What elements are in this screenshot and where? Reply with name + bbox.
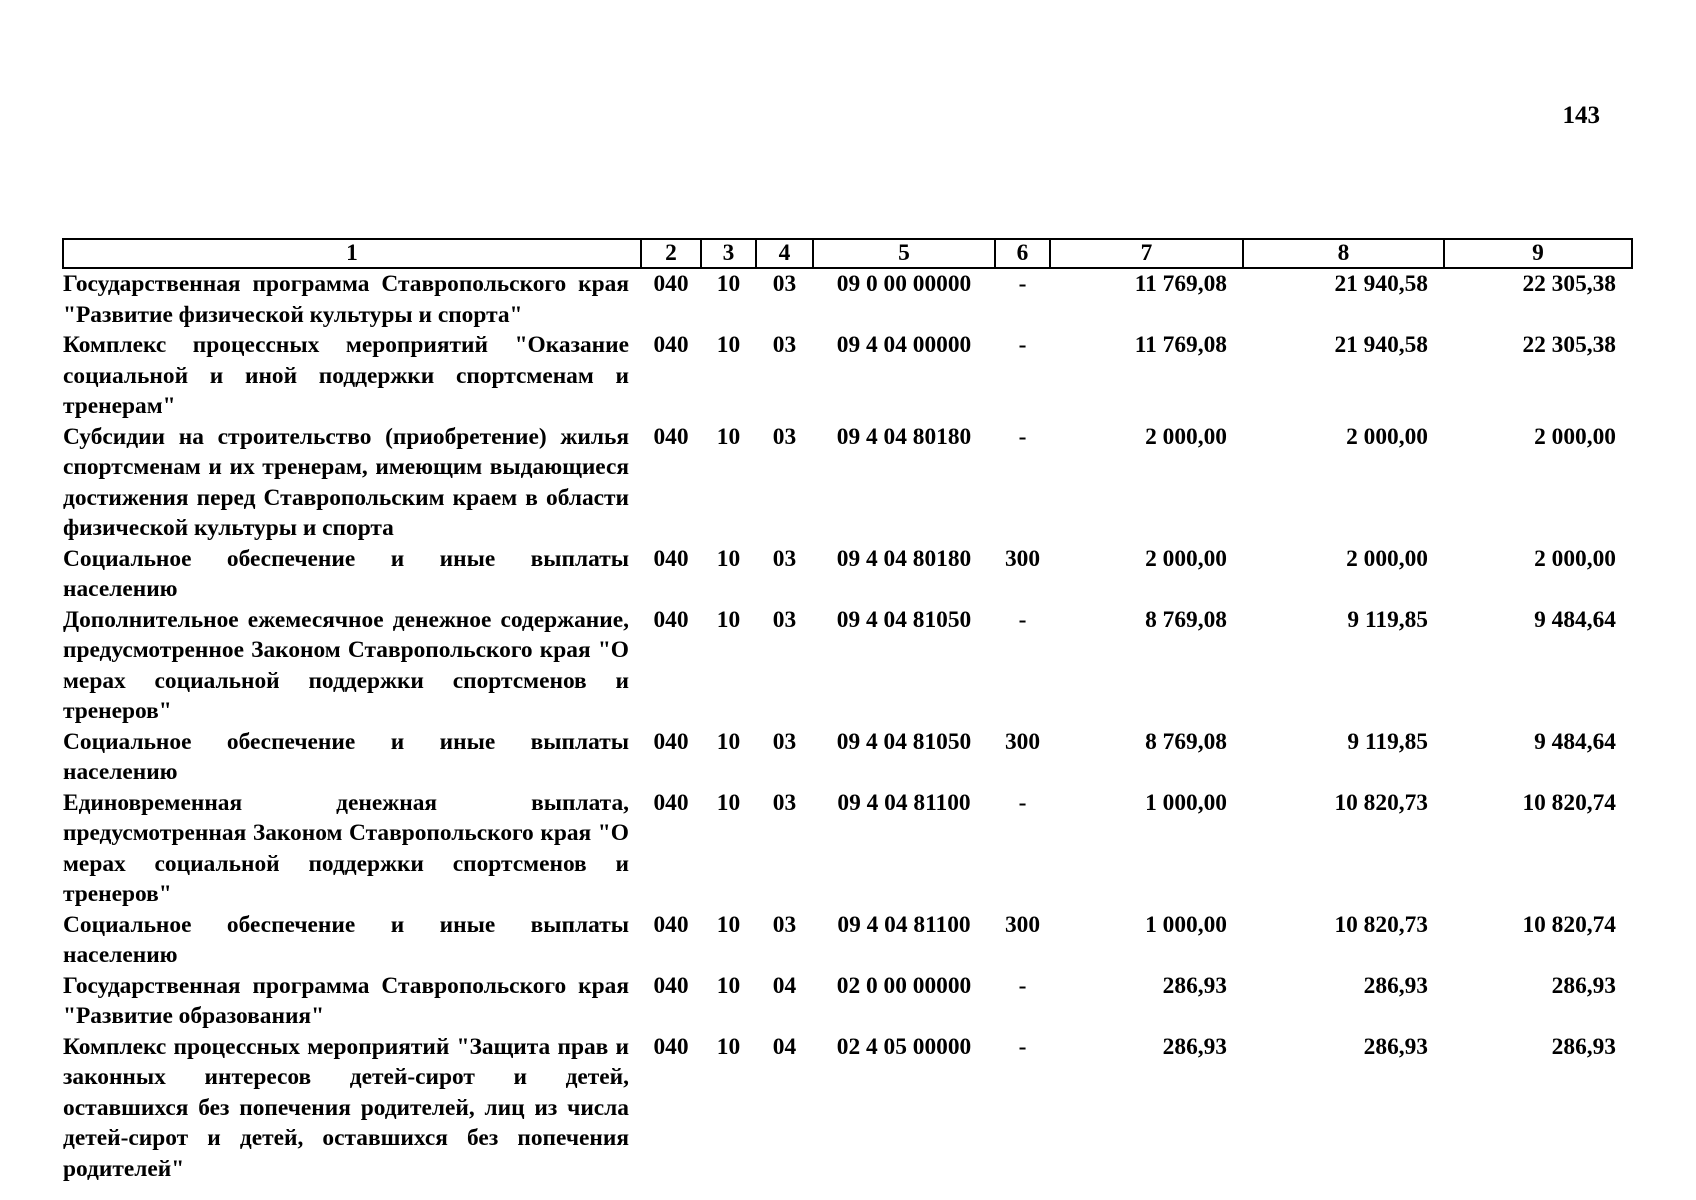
row-rz-cell: 10 (716, 332, 741, 358)
row-value-col7: 2 000,00 (1145, 545, 1227, 572)
row-value-col7: 8 769,08 (1145, 606, 1227, 633)
row-vr-cell: - (1018, 423, 1027, 450)
row-pr-cell: 03 (772, 911, 797, 938)
table-body (63, 268, 1632, 1184)
table-row (63, 788, 1632, 910)
table-row (63, 422, 1632, 544)
row-csr-cell: 09 4 04 81100 (837, 911, 971, 938)
header-row (63, 239, 1632, 268)
table-row (63, 330, 1632, 422)
row-value-col9: 286,93 (1551, 1033, 1616, 1060)
row-name-cell: Социальное обеспечение и иные выплаты населению (63, 545, 629, 602)
row-name-cell: Государственная программа Ставропольского края "Развитие физической культуры и спорта" (63, 271, 629, 328)
row-name-cell: Единовременная денежная выплата, предусмотренная Законом Ставропольского края "О мерах социальной поддержки спортсменов и тренеров" (63, 789, 629, 907)
row-value-col7: 11 769,08 (1134, 332, 1227, 358)
table-row (63, 605, 1632, 727)
row-pr-cell: 04 (772, 1033, 797, 1060)
row-rz-cell: 10 (716, 972, 741, 999)
row-csr-cell: 09 4 04 81050 (836, 728, 972, 755)
row-vr-cell: 300 (1004, 728, 1041, 755)
row-value-col9: 22 305,38 (1522, 271, 1616, 297)
row-value-col7: 11 769,08 (1134, 271, 1227, 297)
row-value-col9: 22 305,38 (1522, 332, 1616, 358)
row-value-col8: 2 000,00 (1346, 423, 1428, 450)
table-row (63, 1032, 1632, 1185)
row-name-cell: Дополнительное ежемесячное денежное содержание, предусмотренное Законом Ставропольского края "О мерах социальной поддержки спортсменов и тренеров" (63, 606, 629, 724)
row-rz-cell: 10 (716, 271, 741, 297)
table-row (63, 910, 1632, 971)
row-csr-cell: 09 4 04 80180 (836, 545, 972, 572)
column-header-6: 6 (995, 239, 1050, 268)
row-csr-cell: 02 0 00 00000 (836, 972, 972, 999)
column-header-7: 7 (1050, 239, 1243, 268)
row-csr-cell: 09 4 04 80180 (836, 423, 972, 450)
row-value-col7: 286,93 (1162, 972, 1227, 999)
row-gr-cell: 040 (653, 606, 689, 633)
row-gr-cell: 040 (653, 911, 689, 938)
row-value-col9: 2 000,00 (1534, 545, 1616, 572)
row-gr-cell: 040 (653, 271, 689, 297)
row-value-col8: 286,93 (1363, 1033, 1428, 1060)
column-header-5: 5 (813, 239, 995, 268)
row-value-col9: 2 000,00 (1534, 423, 1616, 450)
row-value-col8: 10 820,73 (1334, 789, 1428, 816)
row-value-col8: 9 119,85 (1347, 606, 1428, 633)
row-value-col9: 10 820,74 (1522, 911, 1616, 938)
row-pr-cell: 03 (772, 789, 797, 816)
row-value-col9: 286,93 (1551, 972, 1616, 999)
row-name-cell: Государственная программа Ставропольского края "Развитие образования" (63, 972, 629, 1029)
row-name-cell: Социальное обеспечение и иные выплаты населению (63, 728, 629, 785)
row-gr-cell: 040 (653, 545, 689, 572)
row-value-col7: 1 000,00 (1145, 789, 1227, 816)
table-header (63, 239, 1632, 268)
row-vr-cell: - (1018, 1033, 1027, 1060)
row-vr-cell: 300 (1004, 545, 1041, 572)
row-name-cell: Социальное обеспечение и иные выплаты населению (63, 911, 629, 968)
row-value-col7: 8 769,08 (1145, 728, 1227, 755)
row-pr-cell: 03 (772, 423, 797, 450)
row-value-col9: 9 484,64 (1534, 606, 1616, 633)
row-rz-cell: 10 (716, 1033, 741, 1060)
row-pr-cell: 03 (772, 271, 797, 297)
table-row (63, 544, 1632, 605)
row-pr-cell: 04 (772, 972, 797, 999)
row-rz-cell: 10 (716, 423, 741, 450)
row-value-col8: 9 119,85 (1347, 728, 1428, 755)
row-value-col7: 286,93 (1162, 1033, 1227, 1060)
row-pr-cell: 03 (772, 545, 797, 572)
row-name-cell: Комплекс процессных мероприятий "Защита прав и законных интересов детей-сирот и детей, оставшихся без попечения родителей, лиц из числа детей-сирот и детей, оставшихся без попечения родителей" (63, 1033, 629, 1182)
row-rz-cell: 10 (716, 789, 741, 816)
column-header-1: 1 (63, 239, 641, 268)
column-header-8: 8 (1243, 239, 1444, 268)
row-vr-cell: - (1018, 606, 1027, 633)
row-vr-cell: - (1018, 972, 1027, 999)
row-pr-cell: 03 (772, 606, 797, 633)
row-csr-cell: 09 0 00 00000 (836, 271, 972, 297)
row-rz-cell: 10 (716, 545, 741, 572)
row-value-col8: 286,93 (1363, 972, 1428, 999)
column-header-2: 2 (641, 239, 701, 268)
row-csr-cell: 09 4 04 00000 (836, 332, 972, 358)
table-row (63, 268, 1632, 330)
row-csr-cell: 02 4 05 00000 (836, 1033, 972, 1060)
row-value-col7: 1 000,00 (1145, 911, 1227, 938)
row-gr-cell: 040 (653, 423, 689, 450)
column-header-3: 3 (701, 239, 756, 268)
row-name-cell: Комплекс процессных мероприятий "Оказание социальной и иной поддержки спортсменам и тренерам" (63, 332, 629, 419)
row-name-cell: Субсидии на строительство (приобретение) жилья спортсменам и их тренерам, имеющим выдающиеся достижения перед Ставропольским краем в области физической культуры и спорта (63, 423, 629, 541)
table-row (63, 971, 1632, 1032)
row-vr-cell: - (1018, 271, 1027, 297)
row-gr-cell: 040 (653, 972, 689, 999)
row-vr-cell: - (1018, 332, 1027, 358)
page-number: 143 (1562, 102, 1600, 129)
row-rz-cell: 10 (716, 911, 741, 938)
row-value-col7: 2 000,00 (1145, 423, 1227, 450)
row-gr-cell: 040 (653, 1033, 689, 1060)
row-gr-cell: 040 (653, 789, 689, 816)
row-gr-cell: 040 (653, 332, 689, 358)
row-value-col8: 2 000,00 (1346, 545, 1428, 572)
row-rz-cell: 10 (716, 606, 741, 633)
column-header-4: 4 (756, 239, 813, 268)
row-pr-cell: 03 (772, 728, 797, 755)
row-value-col9: 9 484,64 (1534, 728, 1616, 755)
row-csr-cell: 09 4 04 81100 (837, 789, 971, 816)
table-row (63, 727, 1632, 788)
row-value-col8: 21 940,58 (1334, 271, 1428, 297)
column-header-9: 9 (1444, 239, 1632, 268)
row-vr-cell: - (1018, 789, 1027, 816)
row-pr-cell: 03 (772, 332, 797, 358)
row-vr-cell: 300 (1004, 911, 1041, 938)
row-gr-cell: 040 (653, 728, 689, 755)
row-value-col8: 10 820,73 (1334, 911, 1428, 938)
row-rz-cell: 10 (716, 728, 741, 755)
row-value-col8: 21 940,58 (1334, 332, 1428, 358)
budget-table (62, 238, 1633, 1184)
row-csr-cell: 09 4 04 81050 (836, 606, 972, 633)
row-value-col9: 10 820,74 (1522, 789, 1616, 816)
